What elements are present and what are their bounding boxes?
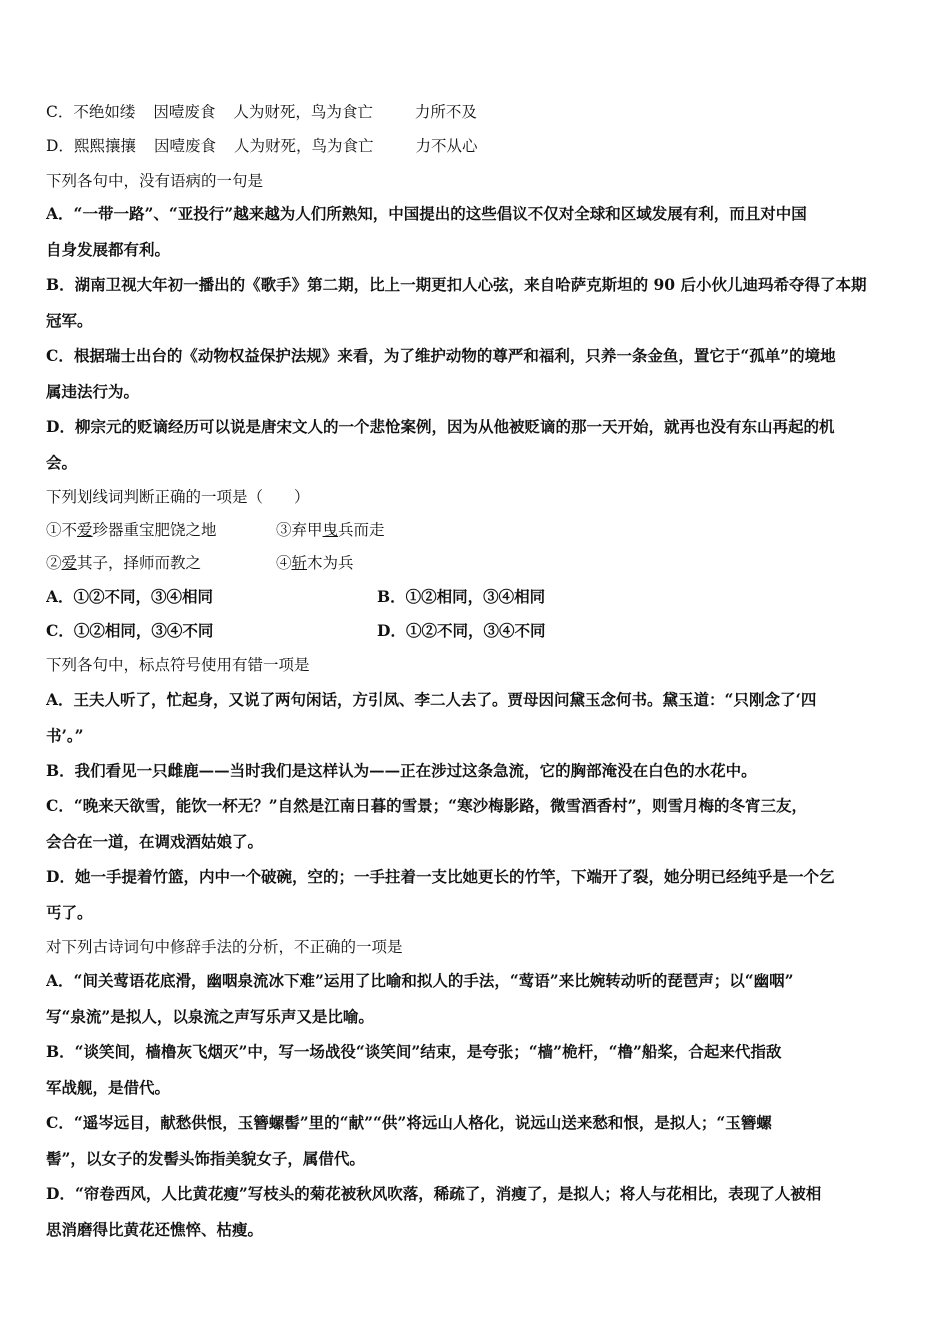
question-3-option-a-line2: 书’。” — [46, 726, 84, 745]
question-3-option-b-line1: B．我们看见一只雌鹿——当时我们是这样认为——正在涉过这条急流，它的胸部淹没在白色的水花中。 — [46, 761, 757, 780]
option-phrase-2: 因噎废食 — [153, 103, 216, 121]
question-4-option-c-line1: C．“遥岑远目，献愁供恨，玉簪螺髻”里的“献”“供”将远山人格化，说远山送来愁和恨，是拟人；“玉簪螺 — [46, 1113, 772, 1132]
question-3-option-c-line2: 会合在一道，在调戏酒姑娘了。 — [46, 832, 264, 851]
item-text-pre: 不 — [61, 521, 78, 539]
question-2-options-row-1 — [46, 587, 916, 607]
question-1-option-d-line1: D．柳宗元的贬谪经历可以说是唐宋文人的一个悲怆案例，因为从他被贬谪的那一天开始，就再也没有东山再起的机 — [46, 417, 835, 436]
item-text-post: 兵而走 — [338, 521, 385, 539]
option-phrase-3: 人为财死，鸟为食亡 — [233, 103, 373, 121]
item-text-post: 其子，择师而教之 — [77, 554, 202, 572]
underlined-word: 斩 — [291, 554, 308, 572]
question-2-items-row-1 — [46, 520, 916, 540]
question-3-option-d-line1: D．她一手提着竹篮，内中一个破碗，空的；一手拄着一支比她更长的竹竿，下端开了裂，她分明已经纯乎是一个乞 — [46, 867, 835, 886]
item-number: ① — [46, 521, 62, 539]
option-phrase-4: 力所不及 — [414, 103, 477, 121]
question-4-option-a-line2: 写“泉流”是拟人，以泉流之声写乐声又是比喻。 — [46, 1007, 374, 1026]
item-1 — [46, 521, 217, 539]
question-1-option-d-line2: 会。 — [46, 453, 78, 472]
option-phrase-4: 力不从心 — [415, 137, 478, 155]
option-phrase-1: 熙熙攘攘 — [73, 137, 136, 155]
item-text-post: 木为兵 — [307, 554, 354, 572]
item-number: ② — [46, 554, 62, 572]
question-1-option-b-line2: 冠军。 — [46, 311, 93, 330]
question-3-stem: 下列各句中，标点符号使用有错一项是 — [46, 656, 310, 674]
question-4-option-c-line2: 髻”，以女子的发髻头饰指美貌女子，属借代。 — [46, 1149, 365, 1168]
question-1-option-a-line1: A．“一带一路”、“亚投行”越来越为人们所熟知，中国提出的这些倡议不仅对全球和区域发展有利，而且对中国 — [46, 204, 807, 223]
item-2 — [46, 554, 201, 572]
question-4-option-d-line2: 思消磨得比黄花还憔悴、枯瘦。 — [46, 1220, 264, 1239]
question-2-option-d: D．①②不同，③④不同 — [377, 621, 546, 640]
question-4-option-a-line1: A．“间关莺语花底滑，幽咽泉流冰下难”运用了比喻和拟人的手法，“莺语”来比婉转动听的琵琶声；以“幽咽” — [46, 971, 794, 990]
prev-option-c — [46, 102, 916, 122]
question-3-option-c-line1: C．“晚来天欲雪，能饮一杯无？”自然是江南日暮的雪景；“寒沙梅影路，微雪酒香村”，则雪月梅的冬宵三友， — [46, 796, 808, 815]
option-phrase-3: 人为财死，鸟为食亡 — [233, 137, 374, 155]
question-1-option-c-line1: C．根据瑞士出台的《动物权益保护法规》来看，为了维护动物的尊严和福利，只养一条金鱼，置它于“孤单”的境地 — [46, 346, 836, 365]
underlined-word: 曳 — [322, 521, 339, 539]
option-phrase-2: 因噎废食 — [153, 137, 216, 155]
question-1-option-b-line1: B．湖南卫视大年初一播出的《歌手》第二期，比上一期更扣人心弦，来自哈萨克斯坦的 90 后小伙儿迪玛希夺得了本期 — [46, 275, 867, 294]
question-4-option-b-line2: 军战舰，是借代。 — [46, 1078, 171, 1097]
question-3-option-a-line1: A．王夫人听了，忙起身，又说了两句闲话，方引凤、李二人去了。贾母因问黛玉念何书。黛玉道：“只刚念了‘四 — [46, 690, 817, 709]
option-label: C． — [46, 103, 74, 121]
option-phrase-1: 不绝如缕 — [73, 103, 136, 121]
question-3-option-d-line2: 丐了。 — [46, 903, 93, 922]
item-text-post: 珍器重宝肥饶之地 — [92, 521, 217, 539]
question-4-option-b-line1: B．“谈笑间，樯橹灰飞烟灭”中，写一场战役“谈笑间”结束，是夸张；“樯”桅杆，“橹”船桨，合起来代指敌 — [46, 1042, 782, 1061]
prev-option-d — [46, 136, 916, 156]
question-2-options-row-2 — [46, 621, 916, 641]
item-3 — [276, 520, 385, 540]
question-2-option-a: A．①②不同，③④相同 — [46, 587, 214, 606]
question-2-option-b: B．①②相同，③④相同 — [377, 587, 546, 606]
question-2-items-row-2 — [46, 553, 916, 573]
question-4-stem: 对下列古诗词句中修辞手法的分析，不正确的一项是 — [46, 938, 403, 956]
underlined-word: 爱 — [77, 521, 93, 539]
question-2-stem: 下列划线词判断正确的一项是（ ） — [46, 488, 310, 506]
underlined-word: 爱 — [61, 554, 78, 572]
item-number: ③ — [276, 521, 292, 539]
option-label: D． — [46, 137, 74, 155]
question-1-option-c-line2: 属违法行为。 — [46, 382, 140, 401]
item-text-pre: 弃甲 — [291, 521, 323, 539]
question-1-stem: 下列各句中，没有语病的一句是 — [46, 172, 264, 190]
question-4-option-d-line1: D．“帘卷西风，人比黄花瘦”写枝头的菊花被秋风吹落，稀疏了，消瘦了，是拟人；将人与花相比，表现了人被相 — [46, 1184, 822, 1203]
item-4 — [276, 553, 354, 573]
question-1-option-a-line2: 自身发展都有利。 — [46, 240, 171, 259]
question-2-option-c: C．①②相同，③④不同 — [46, 621, 214, 640]
item-number: ④ — [276, 554, 292, 572]
